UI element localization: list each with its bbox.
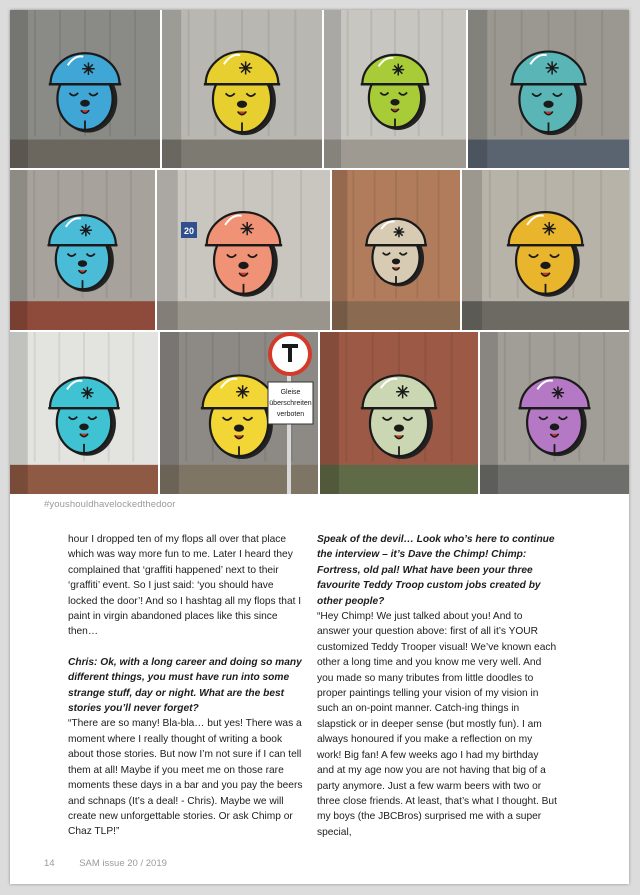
graffiti-photo (157, 170, 330, 330)
answer-paragraph: “Hey Chimp! We just talked about you! And to answer your question above: first of all it’s YOUR customized Teddy Trooper visual! We’ve known each other a long time and you know me very well. And you made so many tributes from little doodles to proper paintings telling your vision of my vision in such an on-point manner. Catch-ing things in slapstick or in deeper sense (but mostly fun). I am always honoured if you make a reflection on my work! Big fan! A few weeks ago I had my birthday and at my age now you are not having that big of a party anymore. Just a few warm beers with two or three close friends. At least, that’s what I thought. But my boys (the JBCBros) surprised me with a super special, (317, 611, 557, 838)
answer-paragraph: “There are so many! Bla-bla… but yes! There was a moment where I really thought of writing a book about those stories. But now I’m not sure if I can tell them at all! Maybe if you meet me on those rare moments these days in a bar and you pay the beers and schnaps (It’s a deal! - Chris). Maybe we will create new unforgettable stories. Or ask Chimp or Chaz TLP!” (68, 718, 303, 838)
photo-caption: #youshouldhavelockedthedoor (44, 499, 176, 510)
interview-question: Chris: Ok, with a long career and doing so many different things, you must have run into some strange stuff, day or night. What are the best stories you’ll never forget? (68, 656, 302, 715)
graffiti-photo (10, 10, 160, 168)
photo-mosaic (10, 10, 629, 494)
graffiti-photo (324, 10, 466, 168)
graffiti-photo (10, 332, 158, 494)
answer-paragraph: hour I dropped ten of my flops all over that place which was way more fun to me. Later I heard they complained that ‘graffiti happened’ next to their ‘graffiti’ event. So I just said: ‘you should have locked the door’! And so I hashtag all my flops that I paint in virgin abandoned places like this since then… (68, 534, 302, 638)
svg-text:20: 20 (183, 226, 195, 236)
graffiti-photo (162, 10, 322, 168)
page-number: 14 (44, 858, 55, 869)
graffiti-photo (10, 170, 155, 330)
page-footer (44, 858, 189, 869)
issue-label: SAM issue 20 / 2019 (79, 858, 167, 869)
magazine-page (10, 10, 629, 884)
svg-text:verboten: verboten (276, 411, 305, 418)
right-column (317, 532, 557, 855)
graffiti-photo (160, 332, 318, 494)
graffiti-photo (320, 332, 478, 494)
graffiti-photo (480, 332, 629, 494)
svg-text:Gleise: Gleise (280, 389, 301, 396)
left-column (68, 532, 304, 855)
number-sign (181, 222, 197, 238)
interview-question: Speak of the devil… Look who’s here to continue the interview – it’s Dave the Chimp! Chimp: Fortress, old pal! What have been your three favourite Teddy Troop custom jobs created by other people? (317, 534, 555, 607)
svg-text:überschreiten: überschreiten (269, 400, 312, 407)
graffiti-photo (468, 10, 629, 168)
graffiti-photo (462, 170, 629, 330)
graffiti-photo (332, 170, 460, 330)
